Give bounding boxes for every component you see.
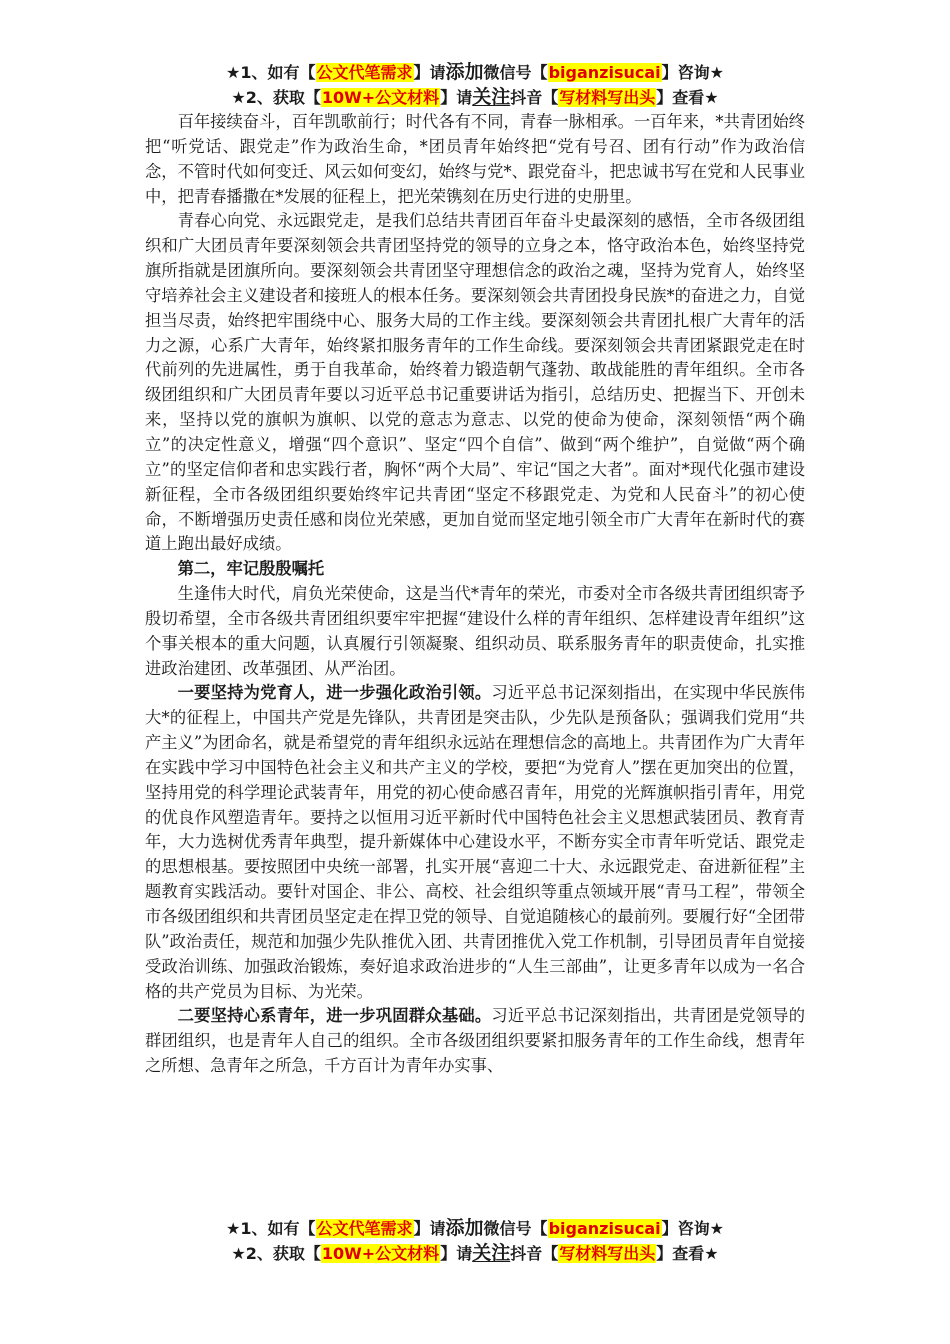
paragraph [145,681,805,1004]
paragraph [145,209,805,557]
section-heading [145,557,805,582]
banner-line-1 [145,1216,805,1241]
banner-text: ★1、如有【 [226,63,316,82]
paragraph-lead: 二要坚持心系青年，进一步巩固群众基础。 [177,1006,492,1026]
banner-text: 】请 [413,1219,446,1238]
banner-text: 】咨询★ [661,1219,724,1238]
banner-text: ★2、获取【 [231,88,321,107]
banner-line-2 [145,1241,805,1266]
document-page [145,60,805,1079]
banner-text: 微信号【 [483,1219,548,1238]
highlight-materials: 10W+公文材料 [321,1244,440,1263]
banner-line-2 [145,85,805,110]
paragraph-text: 习近平总书记深刻指出，共青团是党领导的群团组织，也是青年人自己的组织。全市各级团组织要紧扣服务青年的工作生命线，想青年之所想、急青年之所急，千方百计为青年办实事、 [145,1006,805,1076]
banner-text: 抖音【 [510,1244,559,1263]
paragraph-text: 生逢伟大时代，肩负光荣使命，这是当代*青年的荣光，市委对全市各级共青团组织寄予殷切希望，全市各级共青团组织要牢牢把握“建设什么样的青年组织、怎样建设青年组织”这个事关根本的重大问题，认真履行引领凝聚、组织动员、联系服务青年的职责使命，扎实推进政治建团、改革强团、从严治团。 [145,584,805,678]
highlight-service: 公文代笔需求 [316,1219,413,1238]
paragraph-text: 习近平总书记深刻指出，在实现中华民族伟大*的征程上，中国共产党是先锋队，共青团是突击队，少先队是预备队；强调我们党用“共产主义”为团命名，就是希望党的青年组织永远站在理想信念的高地上。共青团作为广大青年在实践中学习中国特色社会主义和共产主义的学校，要把“为党育人”摆在更加突出的位置，坚持用党的科学理论武装青年，用党的初心使命感召青年，用党的光辉旗帜指引青年，用党的优良作风塑造青年。要持之以恒用习近平新时代中国特色社会主义思想武装团员、教育青年，大力选树优秀青年典型，提升新媒体中心建设水平，不断夯实全市青年听党话、跟党走的思想根基。要按照团中央统一部署，扎实开展“喜迎二十大、永远跟党走、奋进新征程”主题教育实践活动。要针对国企、非公、高校、社会组织等重点领域开展“青马工程”，带领全市各级团组织和共青团员坚定走在捍卫党的领导、自觉追随核心的最前列。要履行好“全团带队”政治责任，规范和加强少先队推优入团、共青团推优入党工作机制，引导团员青年自觉接受政治训练、加强政治锻炼，奏好追求政治进步的“人生三部曲”，让更多青年以成为一名合格的共产党员为目标、为光荣。 [145,683,805,1001]
highlight-materials: 10W+公文材料 [321,88,440,107]
article-body [145,110,805,1079]
highlight-service: 公文代笔需求 [316,63,413,82]
banner-text: 】请 [440,88,473,107]
highlight-douyin-id: 写材料写出头 [559,1244,656,1263]
banner-text: 抖音【 [510,88,559,107]
banner-text: 】请 [413,63,446,82]
banner-emphasis: 关注 [472,86,511,108]
banner-text: 】查看★ [656,1244,719,1263]
paragraph [145,110,805,209]
paragraph-text: 百年接续奋斗，百年凯歌前行；时代各有不同，青春一脉相承。一百年来，*共青团始终把“听党话、跟党走”作为政治生命，*团员青年始终把“党有号召、团有行动”作为政治信念，不管时代如何变迁、风云如何变幻，始终与党*、跟党奋斗，把忠诚书写在党和人民事业中，把青春播撒在*发展的征程上，把光荣镌刻在历史行进的史册里。 [145,112,805,206]
banner-text: 】咨询★ [661,63,724,82]
banner-line-1 [145,60,805,85]
banner-emphasis: 添加 [445,1217,484,1239]
banner-text: ★1、如有【 [226,1219,316,1238]
highlight-wechat-id: biganzisucai [548,1219,661,1238]
header-banner [145,60,805,110]
banner-emphasis: 添加 [445,61,484,83]
paragraph [145,582,805,681]
banner-text: 】查看★ [656,88,719,107]
paragraph [145,1004,805,1079]
highlight-douyin-id: 写材料写出头 [559,88,656,107]
paragraph-text: 青春心向党、永远跟党走，是我们总结共青团百年奋斗史最深刻的感悟，全市各级团组织和广大团员青年要深刻领会共青团坚持党的领导的立身之本，恪守政治本色，始终坚持党旗所指就是团旗所向。要深刻领会共青团坚守理想信念的政治之魂，坚持为党育人，始终坚守培养社会主义建设者和接班人的根本任务。要深刻领会共青团投身民族*的奋进之力，自觉担当尽责，始终把牢围绕中心、服务大局的工作主线。要深刻领会共青团扎根广大青年的活力之源，心系广大青年，始终紧扣服务青年的工作生命线。要深刻领会共青团紧跟党走在时代前列的先进属性，勇于自我革命，始终着力锻造朝气蓬勃、敢战能胜的青年组织。全市各级团组织和广大团员青年要以习近平总书记重要讲话为指引，总结历史、把握当下、开创未来，坚持以党的旗帜为旗帜、以党的意志为意志、以党的使命为使命，深刻领悟“两个确立”的决定性意义，增强“四个意识”、坚定“四个自信”、做到“两个维护”，自觉做“两个确立”的坚定信仰者和忠实践行者，胸怀“两个大局”、牢记“国之大者”。面对*现代化强市建设新征程，全市各级团组织要始终牢记共青团“坚定不移跟党走、为党和人民奋斗”的初心使命，不断增强历史责任感和岗位光荣感，更加自觉而坚定地引领全市广大青年在新时代的赛道上跑出最好成绩。 [145,211,805,554]
paragraph-lead: 一要坚持为党育人，进一步强化政治引领。 [177,683,492,703]
footer-banner [145,1216,805,1266]
banner-text: 微信号【 [483,63,548,82]
banner-emphasis: 关注 [472,1242,511,1264]
highlight-wechat-id: biganzisucai [548,63,661,82]
banner-text: 】请 [440,1244,473,1263]
banner-text: ★2、获取【 [231,1244,321,1263]
heading-text: 第二，牢记殷殷嘱托 [177,559,325,579]
